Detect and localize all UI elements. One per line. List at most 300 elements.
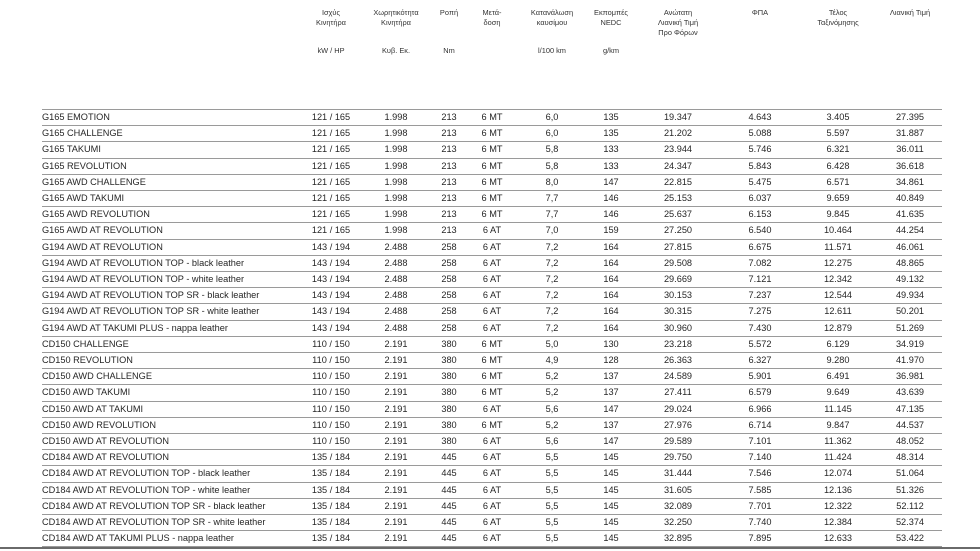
cell-transmission: 6 AT — [468, 272, 516, 288]
cell-model: CD184 AWD AT REVOLUTION — [42, 450, 300, 466]
cell-vat: 5.475 — [722, 174, 798, 190]
cell-transmission: 6 AT — [468, 498, 516, 514]
cell-model: G194 AWD AT TAKUMI PLUS - nappa leather — [42, 320, 300, 336]
cell-torque: 380 — [430, 434, 468, 450]
table-row — [42, 255, 942, 271]
cell-displacement: 2.488 — [362, 239, 430, 255]
table-row — [42, 466, 942, 482]
cell-max-price: 29.750 — [634, 450, 722, 466]
cell-displacement: 1.998 — [362, 126, 430, 142]
cell-max-price: 22.815 — [634, 174, 722, 190]
cell-registration-tax: 9.649 — [798, 385, 878, 401]
cell-power: 143 / 194 — [300, 255, 362, 271]
cell-torque: 380 — [430, 385, 468, 401]
cell-model: G165 AWD TAKUMI — [42, 191, 300, 207]
cell-vat: 6.037 — [722, 191, 798, 207]
cell-power: 143 / 194 — [300, 272, 362, 288]
cell-transmission: 6 AT — [468, 466, 516, 482]
cell-displacement: 1.998 — [362, 158, 430, 174]
cell-model: G194 AWD AT REVOLUTION TOP - white leather — [42, 272, 300, 288]
cell-torque: 380 — [430, 417, 468, 433]
cell-vat: 7.082 — [722, 255, 798, 271]
cell-displacement: 2.191 — [362, 515, 430, 531]
cell-displacement: 2.191 — [362, 369, 430, 385]
cell-consumption: 6,0 — [516, 126, 588, 142]
cell-emissions: 145 — [588, 466, 634, 482]
cell-torque: 258 — [430, 272, 468, 288]
cell-model: CD184 AWD AT TAKUMI PLUS - nappa leather — [42, 531, 300, 547]
cell-power: 110 / 150 — [300, 401, 362, 417]
cell-transmission: 6 MT — [468, 336, 516, 352]
cell-registration-tax: 6.571 — [798, 174, 878, 190]
header-max-price: Ανώτατη Λιανική Τιμή Προ Φόρων — [657, 8, 699, 37]
header-torque: Ροπή — [439, 8, 459, 17]
table-row — [42, 207, 942, 223]
cell-displacement: 2.191 — [362, 498, 430, 514]
cell-transmission: 6 MT — [468, 158, 516, 174]
cell-max-price: 32.895 — [634, 531, 722, 547]
cell-registration-tax: 11.362 — [798, 434, 878, 450]
cell-emissions: 137 — [588, 385, 634, 401]
cell-consumption: 7,2 — [516, 304, 588, 320]
unit-max-price — [634, 44, 722, 66]
page-bottom-rule — [0, 547, 980, 549]
cell-registration-tax: 12.879 — [798, 320, 878, 336]
table-row — [42, 174, 942, 190]
cell-displacement: 2.488 — [362, 272, 430, 288]
cell-vat: 5.572 — [722, 336, 798, 352]
cell-vat: 6.153 — [722, 207, 798, 223]
cell-transmission: 6 AT — [468, 255, 516, 271]
cell-vat: 5.746 — [722, 142, 798, 158]
cell-retail-price: 31.887 — [878, 126, 942, 142]
cell-vat: 7.701 — [722, 498, 798, 514]
cell-power: 135 / 184 — [300, 531, 362, 547]
cell-transmission: 6 AT — [468, 482, 516, 498]
cell-vat: 7.430 — [722, 320, 798, 336]
cell-max-price: 29.024 — [634, 401, 722, 417]
cell-vat: 7.101 — [722, 434, 798, 450]
cell-registration-tax: 3.405 — [798, 110, 878, 126]
cell-registration-tax: 11.571 — [798, 239, 878, 255]
cell-torque: 258 — [430, 304, 468, 320]
cell-model: CD150 AWD CHALLENGE — [42, 369, 300, 385]
cell-torque: 258 — [430, 320, 468, 336]
cell-registration-tax: 9.280 — [798, 353, 878, 369]
table-row — [42, 498, 942, 514]
cell-registration-tax: 12.611 — [798, 304, 878, 320]
cell-registration-tax: 11.424 — [798, 450, 878, 466]
cell-emissions: 164 — [588, 288, 634, 304]
cell-vat: 7.546 — [722, 466, 798, 482]
cell-displacement: 2.191 — [362, 482, 430, 498]
cell-emissions: 145 — [588, 531, 634, 547]
cell-registration-tax: 6.129 — [798, 336, 878, 352]
unit-vat — [722, 44, 798, 66]
table-row — [42, 239, 942, 255]
table-row — [42, 353, 942, 369]
cell-max-price: 27.250 — [634, 223, 722, 239]
cell-displacement: 1.998 — [362, 110, 430, 126]
unit-transmission — [468, 44, 516, 66]
cell-model: G165 AWD AT REVOLUTION — [42, 223, 300, 239]
cell-model: G165 EMOTION — [42, 110, 300, 126]
cell-emissions: 133 — [588, 158, 634, 174]
cell-max-price: 30.960 — [634, 320, 722, 336]
cell-displacement: 2.191 — [362, 434, 430, 450]
cell-consumption: 5,5 — [516, 482, 588, 498]
header-consumption: Κατανάλωση καυσίμου — [530, 8, 574, 27]
cell-registration-tax: 10.464 — [798, 223, 878, 239]
cell-torque: 213 — [430, 126, 468, 142]
cell-transmission: 6 MT — [468, 142, 516, 158]
price-table — [42, 7, 942, 547]
cell-vat: 7.237 — [722, 288, 798, 304]
cell-power: 121 / 165 — [300, 142, 362, 158]
cell-max-price: 19.347 — [634, 110, 722, 126]
unit-displacement: Κυβ. Εκ. — [381, 46, 410, 55]
cell-retail-price: 50.201 — [878, 304, 942, 320]
cell-consumption: 7,2 — [516, 288, 588, 304]
cell-model: G165 AWD REVOLUTION — [42, 207, 300, 223]
cell-torque: 445 — [430, 515, 468, 531]
cell-displacement: 1.998 — [362, 174, 430, 190]
cell-displacement: 1.998 — [362, 191, 430, 207]
cell-model: G194 AWD AT REVOLUTION — [42, 239, 300, 255]
cell-emissions: 164 — [588, 255, 634, 271]
cell-transmission: 6 AT — [468, 434, 516, 450]
cell-vat: 5.843 — [722, 158, 798, 174]
table-row — [42, 272, 942, 288]
cell-model: G165 AWD CHALLENGE — [42, 174, 300, 190]
cell-power: 121 / 165 — [300, 174, 362, 190]
cell-registration-tax: 6.321 — [798, 142, 878, 158]
cell-torque: 445 — [430, 498, 468, 514]
cell-model: G194 AWD AT REVOLUTION TOP SR - white leather — [42, 304, 300, 320]
cell-model: CD150 CHALLENGE — [42, 336, 300, 352]
cell-vat: 6.714 — [722, 417, 798, 433]
cell-emissions: 128 — [588, 353, 634, 369]
header-retail-price: Λιανική Τιμή — [889, 8, 931, 17]
cell-consumption: 5,5 — [516, 450, 588, 466]
cell-displacement: 2.488 — [362, 320, 430, 336]
cell-retail-price: 49.132 — [878, 272, 942, 288]
cell-transmission: 6 AT — [468, 515, 516, 531]
cell-consumption: 5,8 — [516, 142, 588, 158]
cell-transmission: 6 MT — [468, 207, 516, 223]
cell-retail-price: 34.919 — [878, 336, 942, 352]
cell-max-price: 32.250 — [634, 515, 722, 531]
cell-consumption: 5,2 — [516, 417, 588, 433]
cell-retail-price: 40.849 — [878, 191, 942, 207]
cell-model: G194 AWD AT REVOLUTION TOP - black leather — [42, 255, 300, 271]
cell-max-price: 31.444 — [634, 466, 722, 482]
cell-emissions: 137 — [588, 417, 634, 433]
cell-consumption: 5,2 — [516, 369, 588, 385]
cell-retail-price: 41.970 — [878, 353, 942, 369]
cell-max-price: 29.669 — [634, 272, 722, 288]
cell-emissions: 135 — [588, 126, 634, 142]
cell-vat: 4.643 — [722, 110, 798, 126]
table-row — [42, 223, 942, 239]
unit-retail-price — [878, 44, 942, 66]
cell-max-price: 21.202 — [634, 126, 722, 142]
table-row — [42, 191, 942, 207]
cell-displacement: 1.998 — [362, 223, 430, 239]
header-displacement: Χωρητικότητα Κινητήρα — [373, 8, 419, 27]
cell-emissions: 145 — [588, 482, 634, 498]
cell-emissions: 164 — [588, 272, 634, 288]
cell-registration-tax: 12.275 — [798, 255, 878, 271]
cell-registration-tax: 9.847 — [798, 417, 878, 433]
cell-power: 135 / 184 — [300, 515, 362, 531]
cell-displacement: 2.191 — [362, 531, 430, 547]
cell-model: CD150 AWD AT REVOLUTION — [42, 434, 300, 450]
cell-displacement: 2.488 — [362, 304, 430, 320]
cell-transmission: 6 AT — [468, 401, 516, 417]
cell-transmission: 6 MT — [468, 417, 516, 433]
cell-retail-price: 36.618 — [878, 158, 942, 174]
cell-registration-tax: 9.659 — [798, 191, 878, 207]
cell-torque: 258 — [430, 288, 468, 304]
cell-displacement: 2.191 — [362, 466, 430, 482]
cell-model: CD184 AWD AT REVOLUTION TOP - white leather — [42, 482, 300, 498]
cell-torque: 380 — [430, 336, 468, 352]
cell-power: 121 / 165 — [300, 207, 362, 223]
cell-torque: 213 — [430, 174, 468, 190]
cell-model: G165 TAKUMI — [42, 142, 300, 158]
cell-torque: 213 — [430, 110, 468, 126]
cell-power: 110 / 150 — [300, 336, 362, 352]
table-row — [42, 158, 942, 174]
cell-displacement: 2.191 — [362, 385, 430, 401]
table-row — [42, 304, 942, 320]
cell-consumption: 7,2 — [516, 272, 588, 288]
cell-max-price: 23.944 — [634, 142, 722, 158]
cell-consumption: 5,2 — [516, 385, 588, 401]
cell-transmission: 6 AT — [468, 531, 516, 547]
cell-vat: 6.327 — [722, 353, 798, 369]
cell-registration-tax: 12.633 — [798, 531, 878, 547]
cell-displacement: 1.998 — [362, 207, 430, 223]
cell-registration-tax: 12.074 — [798, 466, 878, 482]
cell-max-price: 24.347 — [634, 158, 722, 174]
table-row — [42, 288, 942, 304]
cell-registration-tax: 9.845 — [798, 207, 878, 223]
cell-transmission: 6 MT — [468, 174, 516, 190]
table-row — [42, 417, 942, 433]
unit-registration-tax — [798, 44, 878, 66]
table-row — [42, 126, 942, 142]
cell-consumption: 4,9 — [516, 353, 588, 369]
table-row — [42, 434, 942, 450]
cell-displacement: 2.191 — [362, 417, 430, 433]
cell-power: 110 / 150 — [300, 385, 362, 401]
cell-consumption: 5,8 — [516, 158, 588, 174]
cell-vat: 6.579 — [722, 385, 798, 401]
cell-transmission: 6 AT — [468, 304, 516, 320]
cell-displacement: 2.191 — [362, 353, 430, 369]
cell-transmission: 6 AT — [468, 320, 516, 336]
cell-max-price: 31.605 — [634, 482, 722, 498]
cell-max-price: 24.589 — [634, 369, 722, 385]
cell-retail-price: 52.374 — [878, 515, 942, 531]
cell-consumption: 6,0 — [516, 110, 588, 126]
cell-model: G165 CHALLENGE — [42, 126, 300, 142]
cell-transmission: 6 MT — [468, 353, 516, 369]
table-body — [42, 110, 942, 547]
cell-retail-price: 44.254 — [878, 223, 942, 239]
header-model — [42, 7, 300, 44]
cell-power: 110 / 150 — [300, 434, 362, 450]
cell-registration-tax: 12.544 — [798, 288, 878, 304]
cell-consumption: 5,6 — [516, 401, 588, 417]
cell-emissions: 145 — [588, 515, 634, 531]
cell-torque: 380 — [430, 401, 468, 417]
table-row — [42, 385, 942, 401]
cell-emissions: 146 — [588, 207, 634, 223]
cell-retail-price: 41.635 — [878, 207, 942, 223]
cell-power: 110 / 150 — [300, 369, 362, 385]
cell-retail-price: 51.326 — [878, 482, 942, 498]
cell-max-price: 23.218 — [634, 336, 722, 352]
cell-consumption: 7,7 — [516, 207, 588, 223]
cell-emissions: 159 — [588, 223, 634, 239]
cell-model: CD184 AWD AT REVOLUTION TOP SR - black leather — [42, 498, 300, 514]
cell-registration-tax: 12.322 — [798, 498, 878, 514]
cell-registration-tax: 12.342 — [798, 272, 878, 288]
cell-displacement: 2.488 — [362, 255, 430, 271]
unit-emissions: g/km — [602, 46, 619, 55]
header-transmission: Μετά- δοση — [482, 8, 502, 27]
cell-power: 143 / 194 — [300, 288, 362, 304]
cell-emissions: 135 — [588, 110, 634, 126]
cell-model: CD150 AWD REVOLUTION — [42, 417, 300, 433]
cell-vat: 6.675 — [722, 239, 798, 255]
cell-transmission: 6 AT — [468, 288, 516, 304]
cell-vat: 7.121 — [722, 272, 798, 288]
cell-model: G165 REVOLUTION — [42, 158, 300, 174]
cell-retail-price: 48.052 — [878, 434, 942, 450]
cell-power: 121 / 165 — [300, 126, 362, 142]
cell-displacement: 2.191 — [362, 450, 430, 466]
cell-transmission: 6 MT — [468, 385, 516, 401]
table-row — [42, 142, 942, 158]
cell-retail-price: 36.011 — [878, 142, 942, 158]
cell-emissions: 147 — [588, 434, 634, 450]
table-row — [42, 336, 942, 352]
cell-vat: 7.275 — [722, 304, 798, 320]
cell-registration-tax: 11.145 — [798, 401, 878, 417]
cell-emissions: 147 — [588, 174, 634, 190]
cell-registration-tax: 12.136 — [798, 482, 878, 498]
cell-retail-price: 52.112 — [878, 498, 942, 514]
cell-torque: 213 — [430, 158, 468, 174]
cell-max-price: 27.411 — [634, 385, 722, 401]
cell-retail-price: 27.395 — [878, 110, 942, 126]
cell-model: CD150 AWD TAKUMI — [42, 385, 300, 401]
table-header — [42, 7, 942, 110]
cell-retail-price: 51.269 — [878, 320, 942, 336]
cell-transmission: 6 AT — [468, 239, 516, 255]
table-row — [42, 110, 942, 126]
cell-power: 110 / 150 — [300, 353, 362, 369]
table-row — [42, 401, 942, 417]
cell-torque: 445 — [430, 466, 468, 482]
cell-retail-price: 43.639 — [878, 385, 942, 401]
cell-consumption: 5,0 — [516, 336, 588, 352]
table-row — [42, 531, 942, 547]
table-row — [42, 450, 942, 466]
cell-max-price: 32.089 — [634, 498, 722, 514]
cell-displacement: 1.998 — [362, 142, 430, 158]
header-registration-tax: Τέλος Ταξινόμησης — [817, 8, 859, 27]
cell-consumption: 7,7 — [516, 191, 588, 207]
cell-max-price: 26.363 — [634, 353, 722, 369]
cell-emissions: 164 — [588, 304, 634, 320]
cell-max-price: 25.637 — [634, 207, 722, 223]
unit-model — [42, 44, 300, 66]
cell-torque: 445 — [430, 531, 468, 547]
cell-displacement: 2.488 — [362, 288, 430, 304]
cell-consumption: 7,0 — [516, 223, 588, 239]
table-row — [42, 369, 942, 385]
cell-emissions: 147 — [588, 401, 634, 417]
cell-consumption: 5,6 — [516, 434, 588, 450]
cell-retail-price: 48.314 — [878, 450, 942, 466]
cell-model: CD150 REVOLUTION — [42, 353, 300, 369]
cell-max-price: 25.153 — [634, 191, 722, 207]
cell-torque: 380 — [430, 353, 468, 369]
cell-retail-price: 34.861 — [878, 174, 942, 190]
cell-retail-price: 49.934 — [878, 288, 942, 304]
cell-torque: 445 — [430, 450, 468, 466]
cell-power: 121 / 165 — [300, 191, 362, 207]
cell-registration-tax: 6.428 — [798, 158, 878, 174]
cell-power: 143 / 194 — [300, 304, 362, 320]
cell-consumption: 5,5 — [516, 531, 588, 547]
cell-consumption: 8,0 — [516, 174, 588, 190]
table-row — [42, 515, 942, 531]
cell-power: 121 / 165 — [300, 223, 362, 239]
cell-emissions: 146 — [588, 191, 634, 207]
cell-vat: 6.966 — [722, 401, 798, 417]
cell-vat: 7.740 — [722, 515, 798, 531]
cell-emissions: 164 — [588, 320, 634, 336]
cell-max-price: 27.815 — [634, 239, 722, 255]
cell-torque: 380 — [430, 369, 468, 385]
cell-max-price: 27.976 — [634, 417, 722, 433]
cell-torque: 258 — [430, 239, 468, 255]
header-emissions: Εκπομπές NEDC — [594, 8, 628, 27]
cell-vat: 5.901 — [722, 369, 798, 385]
header-vat: ΦΠΑ — [751, 8, 769, 17]
cell-power: 143 / 194 — [300, 239, 362, 255]
cell-consumption: 5,5 — [516, 466, 588, 482]
table-row — [42, 320, 942, 336]
cell-retail-price: 44.537 — [878, 417, 942, 433]
cell-transmission: 6 MT — [468, 126, 516, 142]
cell-power: 135 / 184 — [300, 498, 362, 514]
cell-retail-price: 53.422 — [878, 531, 942, 547]
cell-consumption: 5,5 — [516, 498, 588, 514]
header-power: Ισχύς Κινητήρα — [316, 8, 346, 27]
cell-power: 135 / 184 — [300, 466, 362, 482]
cell-retail-price: 46.061 — [878, 239, 942, 255]
cell-torque: 213 — [430, 191, 468, 207]
cell-transmission: 6 MT — [468, 369, 516, 385]
cell-consumption: 7,2 — [516, 320, 588, 336]
